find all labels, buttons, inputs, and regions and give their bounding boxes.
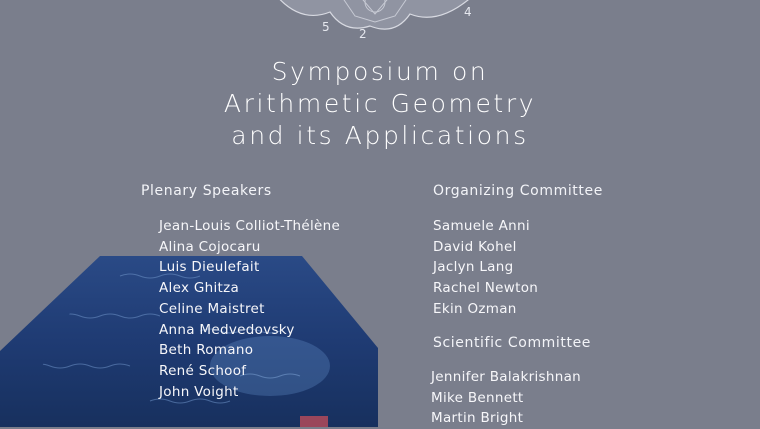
list-item: Samuele Anni bbox=[433, 218, 530, 234]
list-item: Alina Cojocaru bbox=[159, 238, 261, 255]
title-line-2: Arithmetic Geometry bbox=[223, 89, 537, 118]
list-item: John Voight bbox=[159, 383, 239, 400]
plenary-heading: Plenary Speakers bbox=[141, 183, 272, 199]
title-line-1: Symposium on bbox=[271, 57, 489, 86]
list-item: Beth Romano bbox=[159, 342, 254, 359]
top-ornament bbox=[270, 0, 480, 44]
scientific-list bbox=[431, 367, 581, 429]
list-item: David Kohel bbox=[433, 238, 517, 255]
list-item: Alex Ghitza bbox=[159, 280, 240, 297]
list-item: Martin Bright bbox=[431, 410, 524, 427]
list-item: Mike Bennett bbox=[431, 389, 524, 406]
list-item: Rachel Newton bbox=[433, 280, 539, 297]
list-item: Jean-Louis Colliot-Thélène bbox=[159, 218, 341, 234]
scientific-heading: Scientific Committee bbox=[433, 335, 592, 351]
mandala-ornament-icon bbox=[270, 0, 480, 44]
list-item: Ekin Ozman bbox=[433, 300, 517, 317]
title-line-3: and its Applications bbox=[231, 121, 529, 150]
list-item: René Schoof bbox=[159, 362, 247, 379]
list-item: Jaclyn Lang bbox=[433, 259, 514, 276]
page-title bbox=[0, 56, 760, 152]
organizing-heading: Organizing Committee bbox=[433, 183, 603, 199]
organizing-list bbox=[433, 216, 538, 320]
plenary-list bbox=[159, 216, 340, 402]
list-item: Luis Dieulefait bbox=[159, 259, 260, 276]
list-item: Celine Maistret bbox=[159, 300, 265, 317]
list-item: Anna Medvedovsky bbox=[159, 321, 295, 338]
ornament-number-left: 5 bbox=[322, 20, 331, 34]
ornament-number-middle: 2 bbox=[359, 27, 368, 41]
ornament-number-right: 4 bbox=[464, 5, 473, 19]
list-item: Jennifer Balakrishnan bbox=[431, 369, 582, 385]
